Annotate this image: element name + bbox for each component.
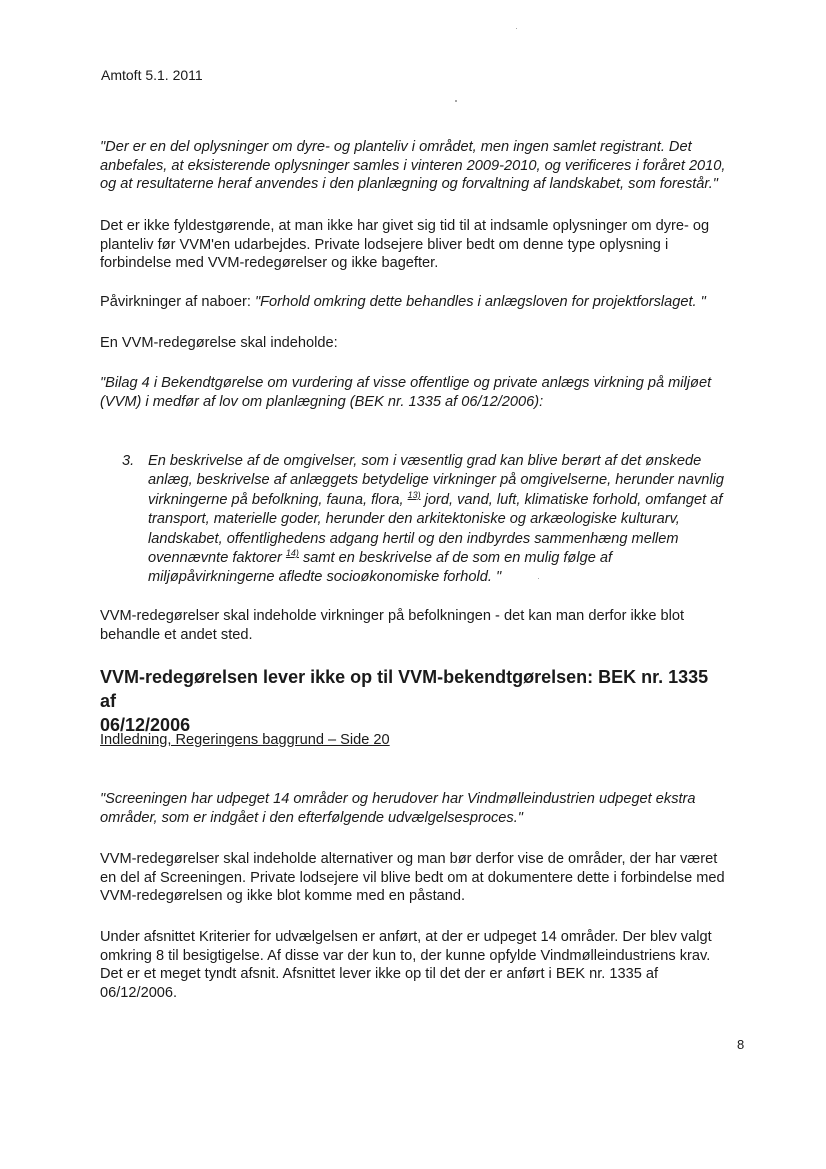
paragraph-befolkningen [100, 607, 740, 644]
text-line: Det er ikke fyldestgørende, at man ikke har givet sig tid til at indsamle oplysninger om dyre- og [100, 218, 710, 234]
scan-speck [516, 28, 517, 29]
heading-line: VVM-redegørelsen lever ikke op til VVM-bekendtgørelsen: BEK nr. 1335 af [100, 667, 709, 711]
paragraph-skal-indeholde: En VVM-redegørelse skal indeholde: [100, 335, 338, 351]
quote-line: områder, som er indgået i den efterfølgende udvælgelsesproces." [100, 809, 523, 826]
quote-line: anbefales, at eksisterende oplysninger samles i vinteren 2009-2010, og verificeres i foråret 2010, [100, 157, 726, 174]
text-line: VVM-redegørelsen og ikke blot komme med en påstand. [100, 888, 466, 904]
list-line: landskabet, offentlighedens adgang hertil og den indbyrdes sammenhæng mellem [148, 530, 679, 547]
quote-line: "Bilag 4 i Bekendtgørelse om vurdering af visse offentlige og private anlægs virkning på miljøet [100, 375, 712, 391]
list-line: miljøpåvirkningerne afledte socioøkonomiske forhold. " [148, 569, 502, 586]
list-line [148, 491, 748, 510]
text-line: planteliv før VVM'en udarbejdes. Private lodsejere bliver bedt om denne type oplysning i [100, 236, 669, 253]
page-header: Amtoft 5.1. 2011 [101, 67, 203, 83]
quote-line: "Screeningen har udpeget 14 områder og herudover har Vindmølleindustrien udpeget ekstra [100, 791, 696, 807]
page-number: 8 [737, 1037, 745, 1052]
scan-speck [455, 100, 457, 102]
paragraph-alternativer [100, 850, 740, 906]
section-heading [100, 665, 720, 737]
text-line: behandle et andet sted. [100, 626, 253, 643]
list-item-text [148, 452, 748, 588]
paragraph-kriterier [100, 928, 740, 1002]
text-line: forbindelse med VVM-redegørelser og ikke bagefter. [100, 255, 439, 271]
text-line: Det er et meget tyndt afsnit. Afsnittet lever ikke op til det der er anført i BEK nr. 1335 af [100, 966, 659, 982]
list-item-number: 3. [122, 453, 135, 469]
list-line: transport, materielle goder, herunder den arkitektoniske og arkæologiske kulturarv, [148, 511, 680, 528]
text-line: VVM-redegørelser skal indeholde alternativer og man bør derfor vise de områder, der har været [100, 851, 718, 867]
quote-line: (VVM) i medfør af lov om planlægning (BEK nr. 1335 af 06/12/2006): [100, 393, 544, 410]
list-line: anlæg, beskrivelse af anlæggets betydelige virkninger på omgivelserne, herunder navnlig [148, 472, 724, 489]
list-line [148, 549, 748, 568]
footnote-14-link[interactable]: 14) [285, 548, 299, 559]
subheading: Indledning, Regeringens baggrund – Side 20 [100, 732, 390, 748]
text-line: 06/12/2006. [100, 984, 178, 1001]
text-line: VVM-redegørelser skal indeholde virkninger på befolkningen - det kan man derfor ikke blot [100, 608, 685, 624]
numbered-list-item [122, 452, 752, 592]
quote-screeningen [100, 790, 740, 827]
text-line: en del af Screeningen. Private lodsejere vil blive bedt om at dokumentere dette i forbindelse med [100, 869, 725, 886]
quote-bilag-4 [100, 374, 740, 411]
quote-dyre-planteliv [100, 138, 740, 194]
list-line-part: ovennævnte faktorer [148, 550, 286, 567]
scan-speck [538, 578, 539, 579]
paragraph-naboer [100, 293, 740, 312]
naboer-label: Påvirkninger af naboer: [100, 294, 255, 310]
text-line: Under afsnittet Kriterier for udvælgelsen er anført, at der er udpeget 14 områder. Der blev valgt [100, 929, 712, 945]
list-line-part: jord, vand, luft, klimatiske forhold, omfanget af [420, 491, 723, 508]
list-line-part: virkningerne på befolkning, fauna, flora, [148, 491, 408, 508]
heading-line: 06/12/2006 [100, 715, 191, 735]
list-line: En beskrivelse af de omgivelser, som i væsentlig grad kan blive berørt af det ønskede [148, 453, 702, 469]
quote-line: og at resultaterne heraf anvendes i den planlægning og forvaltning af landskabet, som forestår." [100, 176, 718, 192]
quote-line: "Der er en del oplysninger om dyre- og planteliv i området, men ingen samlet registrant. Det [100, 139, 692, 155]
paragraph-fyldestgoerende [100, 217, 740, 273]
footnote-13-link[interactable]: 13) [407, 489, 421, 500]
naboer-quote: "Forhold omkring dette behandles i anlægsloven for projektforslaget. " [254, 294, 706, 310]
text-line: omkring 8 til besigtigelse. Af disse var der kun to, der kunne opfylde Vindmølleindustriens krav. [100, 947, 711, 964]
list-line-part: samt en beskrivelse af de som en mulig følge af [298, 550, 613, 567]
